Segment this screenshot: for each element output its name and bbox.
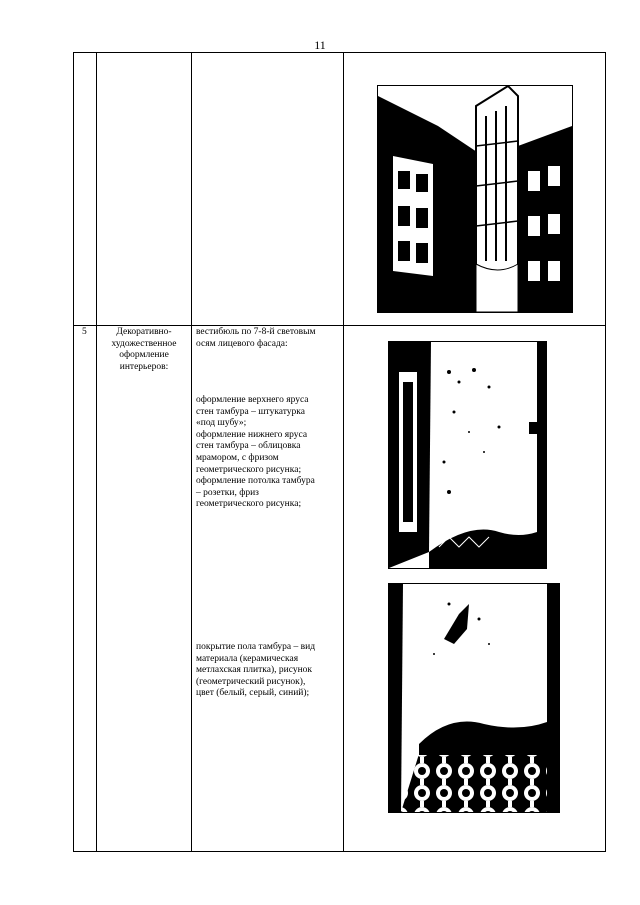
description-line: материала (керамическая [196,653,299,664]
description-line: покрытие пола тамбура – вид [196,642,316,652]
column-divider [191,53,192,851]
description-line: вестибюль по 7-8-й световым [196,327,316,337]
description-vestibule [196,327,339,350]
section-name: Декоративно-художественное оформление интерьеров: [111,327,177,372]
row-number: 5 [82,327,87,337]
description-line: стен тамбура – штукатурка [196,406,305,417]
vestibule-walls-photo [388,341,547,569]
description-line: (геометрический рисунок), [196,676,306,687]
description-line: метлахская плитка), рисунок [196,665,313,676]
description-line: мрамором, с фризом [196,452,279,463]
row-divider [74,325,605,326]
description-line: – розетки, фриз [196,487,259,498]
description-line: стен тамбура – облицовка [196,441,301,452]
description-line: цвет (белый, серый, синий); [196,688,310,699]
vestibule-floor-photo [388,583,560,813]
description-line: осям лицевого фасада: [196,338,288,349]
description-line: геометрического рисунка; [196,499,302,510]
description-line: оформление нижнего яруса [196,429,308,440]
column-divider [343,53,344,851]
page-number: 11 [314,38,326,52]
column-divider [96,53,97,851]
document-table [73,52,606,852]
description-line: оформление потолка тамбура [196,476,315,487]
description-line: геометрического рисунка; [196,464,302,475]
description-walls-ceiling [196,395,339,511]
facade-photo [377,85,573,313]
description-floor [196,642,339,700]
description-line: «под шубу»; [196,418,247,429]
description-line: оформление верхнего яруса [196,395,309,405]
